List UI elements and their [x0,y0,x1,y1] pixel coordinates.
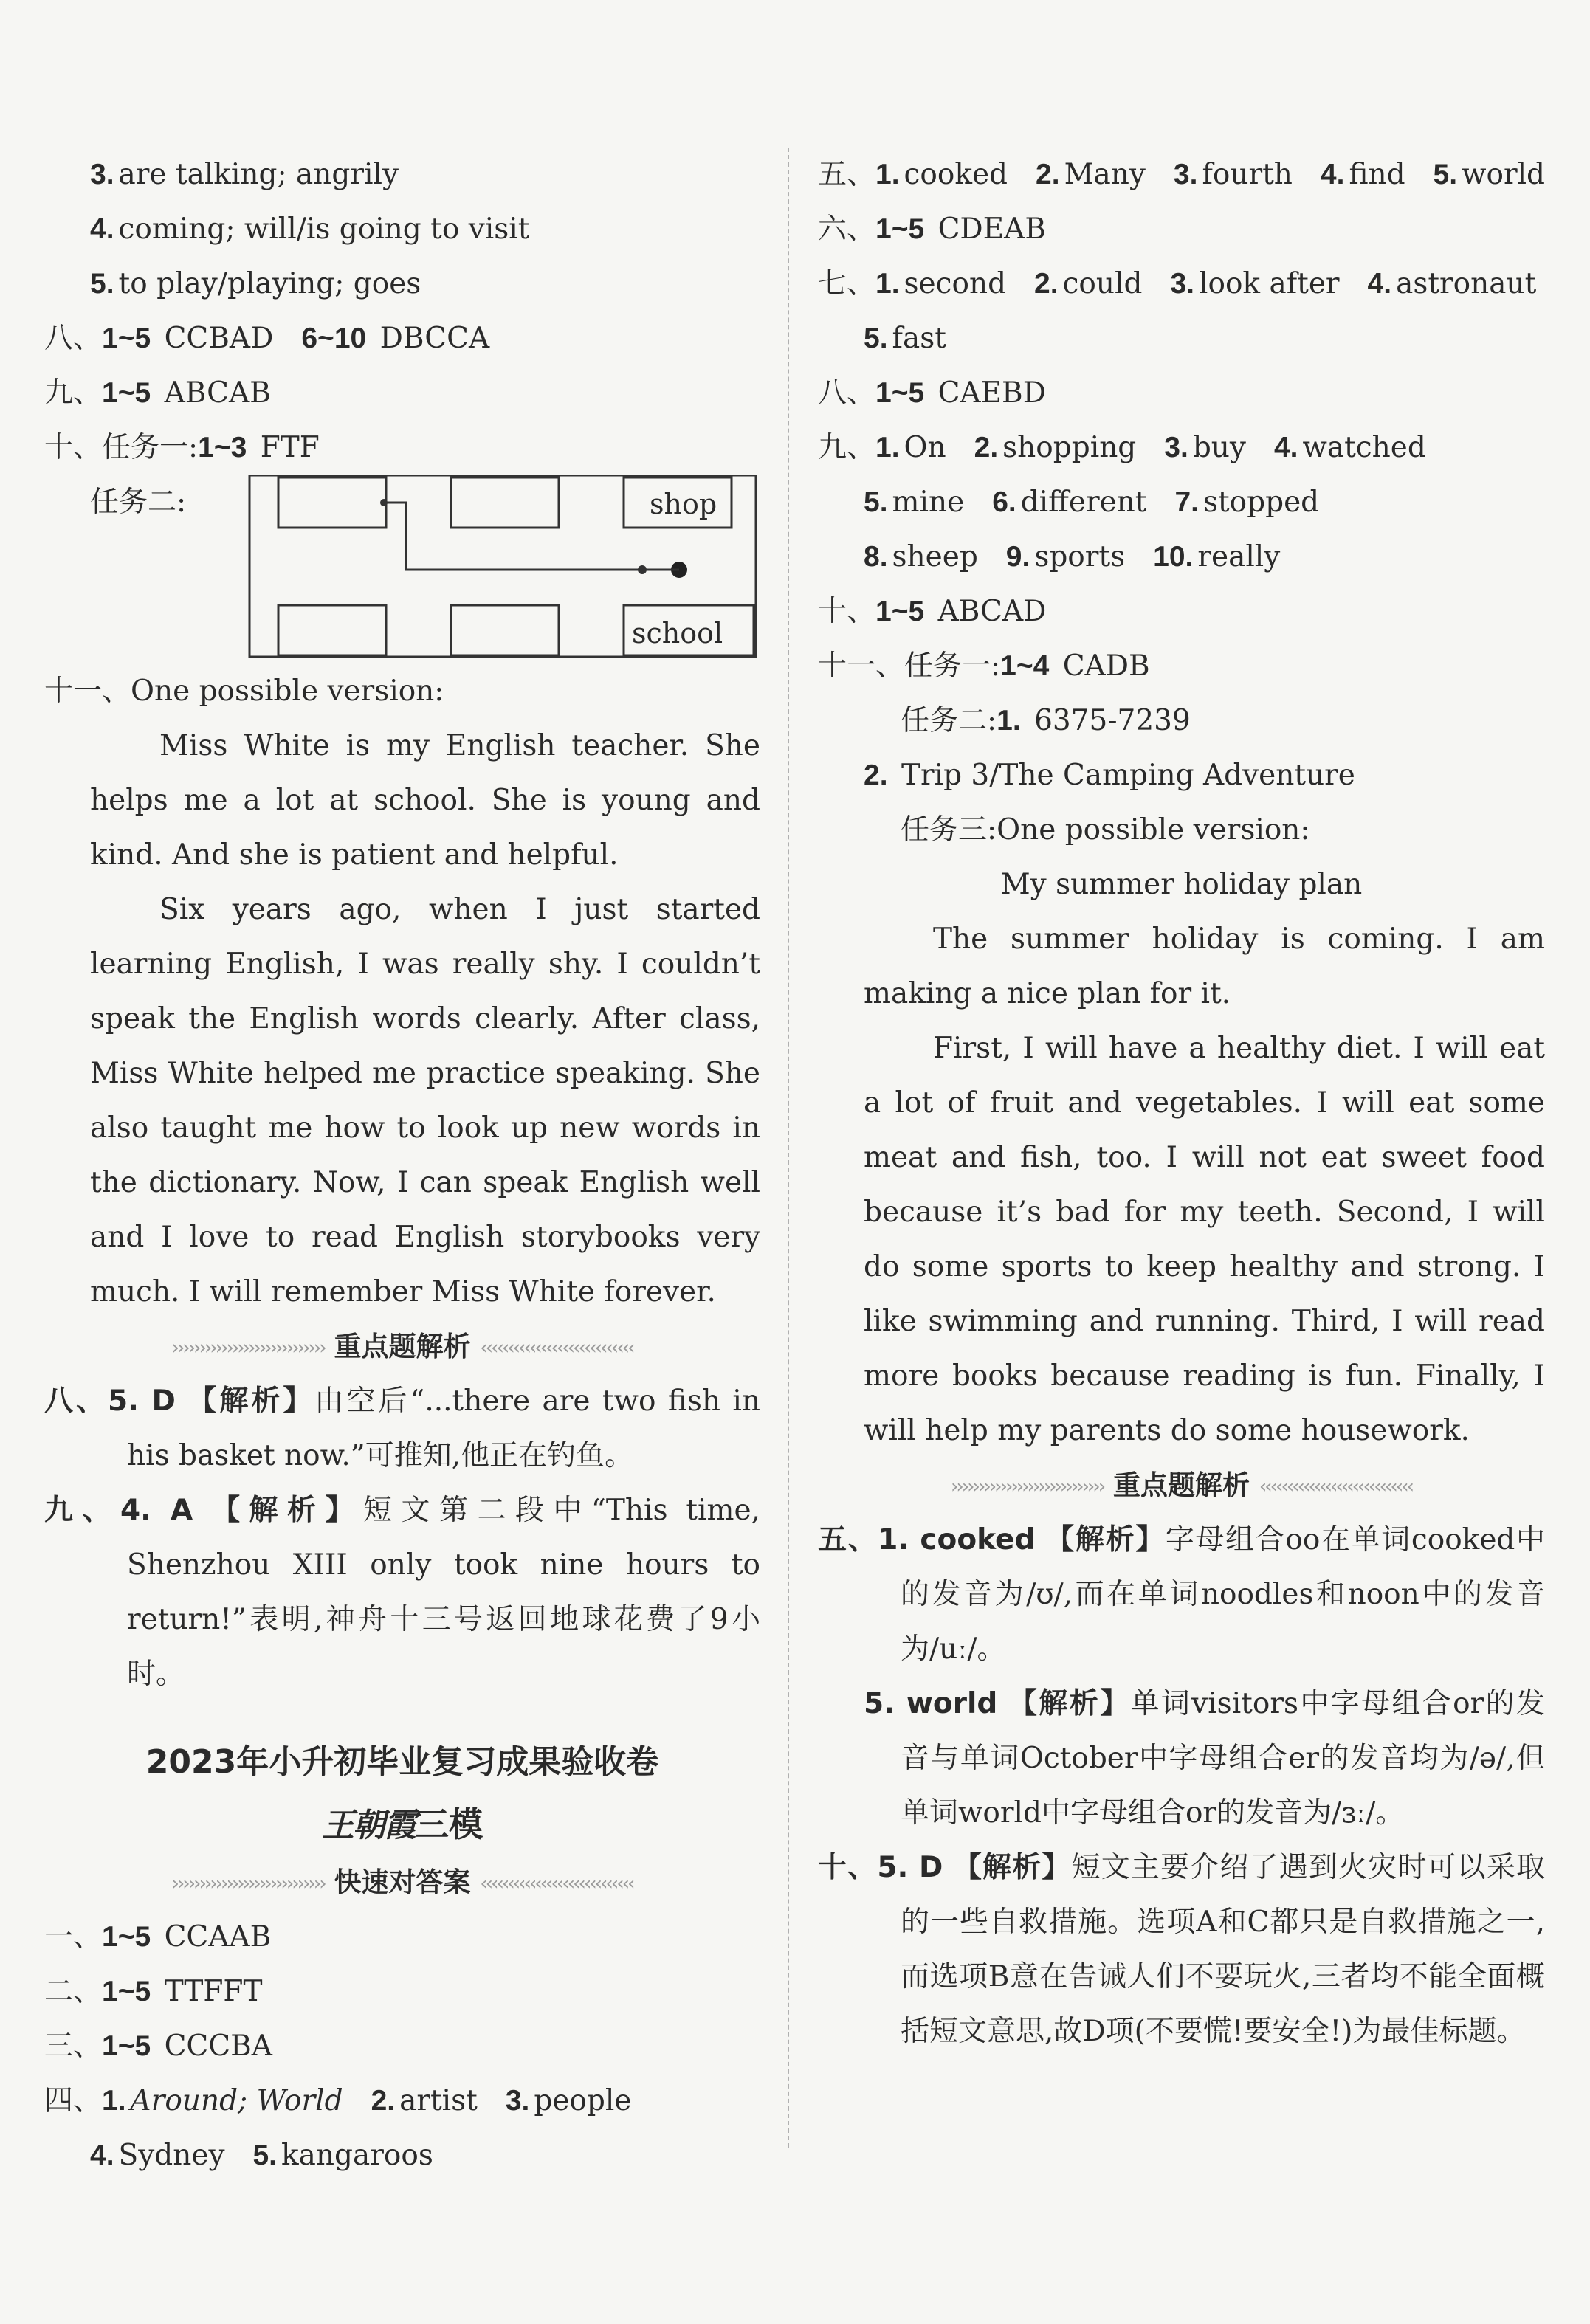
exam-title: 2023年小升初毕业复习成果验收卷 [145,1743,659,1781]
map-label-shop: shop [650,488,717,520]
essay-paragraph: The summer holiday is coming. I am making a nice plan for it. [864,923,1545,1010]
route-map-block [44,475,760,664]
route-line [384,503,642,570]
analysis-header: ›››››››››››››››››››››››››››› 重点题解析 ‹‹‹‹‹‹‹‹‹‹‹‹‹‹‹‹‹‹‹‹‹‹‹‹‹‹‹‹ [171,1331,633,1362]
analysis-item: 八、5. D 【解析】由空后“...there are two fish in his basket now.”可推知,他正在钓鱼。 [44,1385,760,1472]
task2-label: 任务二: [90,486,187,519]
answer-line: 5. to play/playing; goes [90,267,421,300]
answer-line-q11: 十一、任务一:1~4 CADB [818,649,1150,683]
exam-subtitle: 王朝霞三模 [322,1804,483,1844]
answer-line-q10: 十、任务一:1~3 FTF [44,431,320,464]
answer-line-q10: 十、1~5 ABCAD [818,595,1047,628]
answer-line: 2. Trip 3/The Camping Adventure [864,759,1355,792]
left-column [44,148,760,2183]
answer-line: 四、1. Around; World 2. artist 3. people [44,2084,632,2117]
map-block-2 [451,477,559,528]
answer-line: 4. Sydney 5. kangaroos [90,2139,433,2172]
answer-line: 任务三:One possible version: [901,813,1310,846]
essay-title: My summer holiday plan [1000,868,1363,901]
answer-line-q7: 七、1. second 2. could 3. look after 4. astronaut [818,267,1537,300]
analysis-item: 5. world 【解析】单词visitors中字母组合or的发音与单词October中字母组合er的发音均为/ə/,但单词world中字母组合or的发音为/ɜː/。 [864,1687,1545,1830]
essay-paragraph: Miss White is my English teacher. She helps me a lot at school. She is young and kind. And she is patient and helpful. [90,729,760,872]
answer-line-q6: 六、1~5 CDEAB [818,213,1046,246]
map-block-4 [451,605,559,655]
essay-paragraph: Six years ago, when I just started learning English, I was really shy. I couldn’t speak the English words clearly. After class, Miss White helped me practice speaking. She also taught me how to look up new words in the dictionary. Now, I can speak English well and I love to read English storybooks very much. I will remember Miss White forever. [90,893,760,1308]
answer-line-q8: 八、1~5 CAEBD [818,376,1046,410]
map-block-3 [278,605,386,655]
answer-line: 4. coming; will/is going to visit [90,213,530,246]
quick-answer-header: ›››››››››››››››››››››››››››› 快速对答案 ‹‹‹‹‹‹‹‹‹‹‹‹‹‹‹‹‹‹‹‹‹‹‹‹‹‹‹‹ [171,1866,633,1898]
answer-line: 8. sheep 9. sports 10. really [864,540,1281,573]
column-divider [788,148,789,2148]
essay-right [818,912,1545,1458]
answer-line: 任务二:1. 6375-7239 [901,704,1191,737]
essay-left [44,719,760,1320]
answer-line-q9: 九、1. On 2. shopping 3. buy 4. watched [818,431,1426,464]
brand-signature: 王朝霞 [322,1807,415,1844]
answer-line: 5. fast [864,322,946,355]
answer-line: 二、1~5 TTFFT [44,1975,263,2008]
answer-line: 三、1~5 CCCBA [44,2030,272,2063]
analysis-header: ›››››››››››››››››››››››››››› 重点题解析 ‹‹‹‹‹‹‹‹‹‹‹‹‹‹‹‹‹‹‹‹‹‹‹‹‹‹‹‹ [950,1469,1413,1501]
answer-line: 一、1~5 CCAAB [44,1920,272,1954]
analysis-item: 五、1. cooked 【解析】字母组合oo在单词cooked中的发音为/ʊ/,而在单词noodles和noon中的发音为/uː/。 [818,1523,1545,1666]
analysis-item: 九、4. A 【解析】短文第二段中“This time, Shenzhou XIII only took nine hours to return!”表明,神舟十三号返回地球花费了9小时。 [44,1494,760,1691]
answer-line-q9: 九、1~5 ABCAB [44,376,271,410]
answer-line: 5. mine 6. different 7. stopped [864,486,1320,519]
answer-line-q11: 十一、One possible version: [44,675,444,708]
map-block-1 [278,477,386,528]
right-column [818,148,1545,2059]
route-map [199,475,760,664]
essay-paragraph: First, I will have a healthy diet. I will eat a lot of fruit and vegetables. I will eat some meat and fish, too. I will not eat sweet food because it’s bad for my teeth. Second, I will do some sports to keep healthy and strong. I like swimming and running. Third, I will read more books because reading is fun. Finally, I will help my parents do some housework. [864,1032,1545,1447]
route-start-dot [380,499,388,506]
answer-line-q5: 五、1. cooked 2. Many 3. fourth 4. find 5. world [818,158,1546,191]
answer-line-q8: 八、1~5 CCBAD 6~10 DBCCA [44,322,490,355]
analysis-item: 十、5. D 【解析】短文主要介绍了遇到火灾时可以采取的一些自救措施。选项A和C都只是自救措施之一,而选项B意在告诫人们不要玩火,三者均不能全面概括短文意思,故D项(不要慌!要安全!)为最佳标题。 [818,1851,1545,2048]
answer-line: 3. are talking; angrily [90,158,399,191]
map-label-school: school [632,617,723,649]
